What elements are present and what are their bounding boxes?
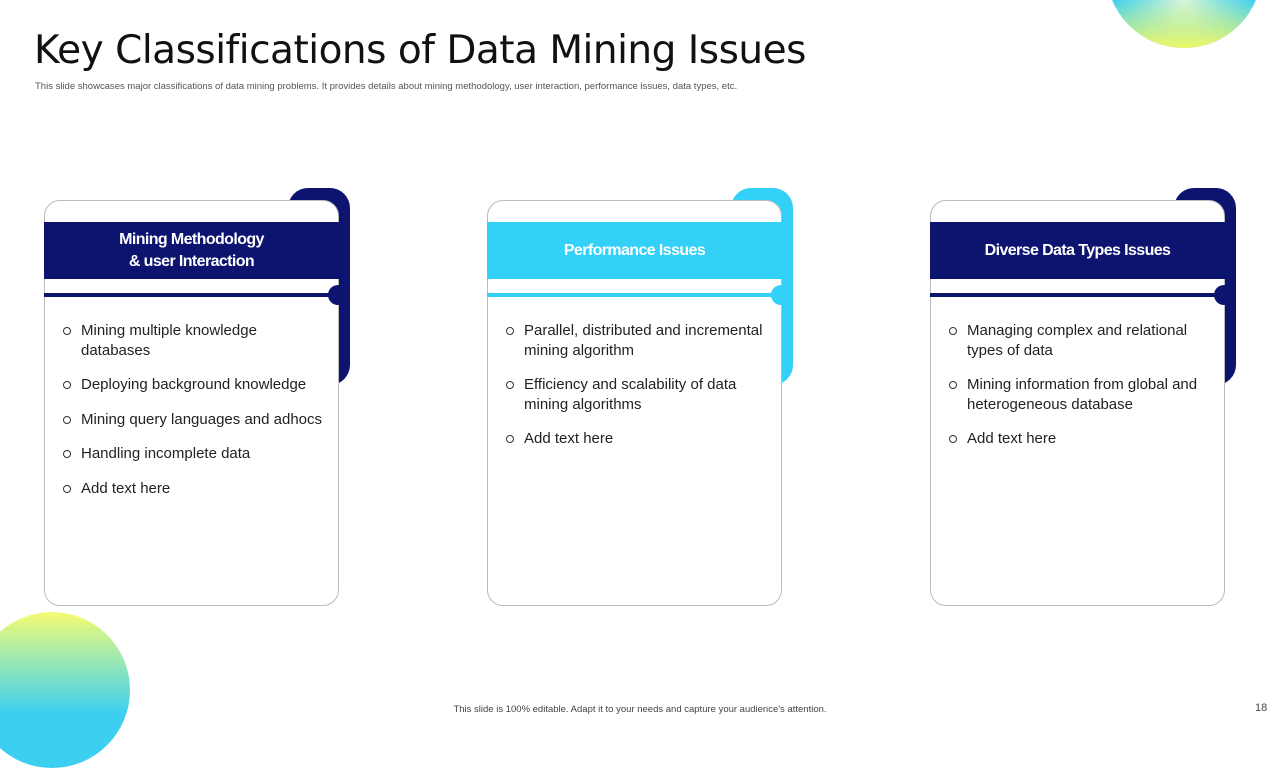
card-bullet-list (63, 321, 323, 513)
list-item (949, 429, 1209, 449)
card-divider-dot (771, 285, 791, 305)
list-item-text: Add text here (967, 430, 1057, 447)
bullet-icon (63, 327, 71, 335)
bullet-icon (506, 381, 514, 389)
decorative-circle-bottom-left (0, 612, 130, 768)
page-subtitle: This slide showcases major classifications of data mining problems. It provides details about mining methodology, user interaction, performance issues, data types, etc. (35, 81, 738, 92)
list-item-text: Add text here (524, 430, 614, 447)
list-item-text: Mining query languages and adhocs (81, 410, 323, 428)
list-item (506, 375, 766, 414)
bullet-icon (63, 450, 71, 458)
list-item (949, 375, 1209, 414)
list-item (63, 375, 323, 395)
card-divider-dot (328, 285, 348, 305)
list-item-text: Mining information from global and heterogeneous database (967, 376, 1198, 413)
list-item (506, 429, 766, 449)
card-heading (44, 222, 339, 279)
bullet-icon (949, 435, 957, 443)
list-item-text: Add text here (81, 479, 171, 497)
decorative-circle-top-right (1106, 0, 1262, 48)
bullet-icon (949, 327, 957, 335)
bullet-icon (949, 381, 957, 389)
card-divider-dot (1214, 285, 1234, 305)
list-item-text: Managing complex and relational types of data (967, 322, 1188, 359)
card-divider (930, 293, 1225, 297)
bullet-icon (63, 381, 71, 389)
list-item-text: Efficiency and scalability of data mining algorithms (524, 376, 737, 413)
list-item-text: Deploying background knowledge (81, 376, 307, 393)
bullet-icon (63, 416, 71, 424)
card-bullet-list (949, 321, 1209, 464)
list-item-text: Parallel, distributed and incremental mining algorithm (524, 322, 763, 359)
card-heading-line: Mining Methodology (119, 230, 264, 248)
card-bullet-list (506, 321, 766, 464)
list-item (63, 410, 323, 430)
list-item (506, 321, 766, 360)
card-divider (487, 293, 782, 297)
bullet-icon (506, 435, 514, 443)
bullet-icon (506, 327, 514, 335)
card-heading-line: Performance Issues (563, 241, 706, 259)
page-number: 18 (1255, 702, 1268, 714)
list-item (63, 444, 323, 464)
list-item-text: Mining multiple knowledge databases (81, 322, 257, 359)
page-title: Key Classifications of Data Mining Issues (34, 28, 806, 73)
card-heading-line: Diverse Data Types Issues (984, 241, 1171, 259)
card-heading (930, 222, 1225, 279)
card-divider (44, 293, 339, 297)
card-heading-line: & user Interaction (128, 252, 255, 270)
list-item (63, 321, 323, 360)
bullet-icon (63, 485, 71, 493)
list-item (949, 321, 1209, 360)
list-item-text: Handling incomplete data (81, 445, 251, 462)
list-item (63, 479, 323, 499)
footer-note: This slide is 100% editable. Adapt it to your needs and capture your audience's attention. (453, 704, 827, 715)
card-heading (487, 222, 782, 279)
